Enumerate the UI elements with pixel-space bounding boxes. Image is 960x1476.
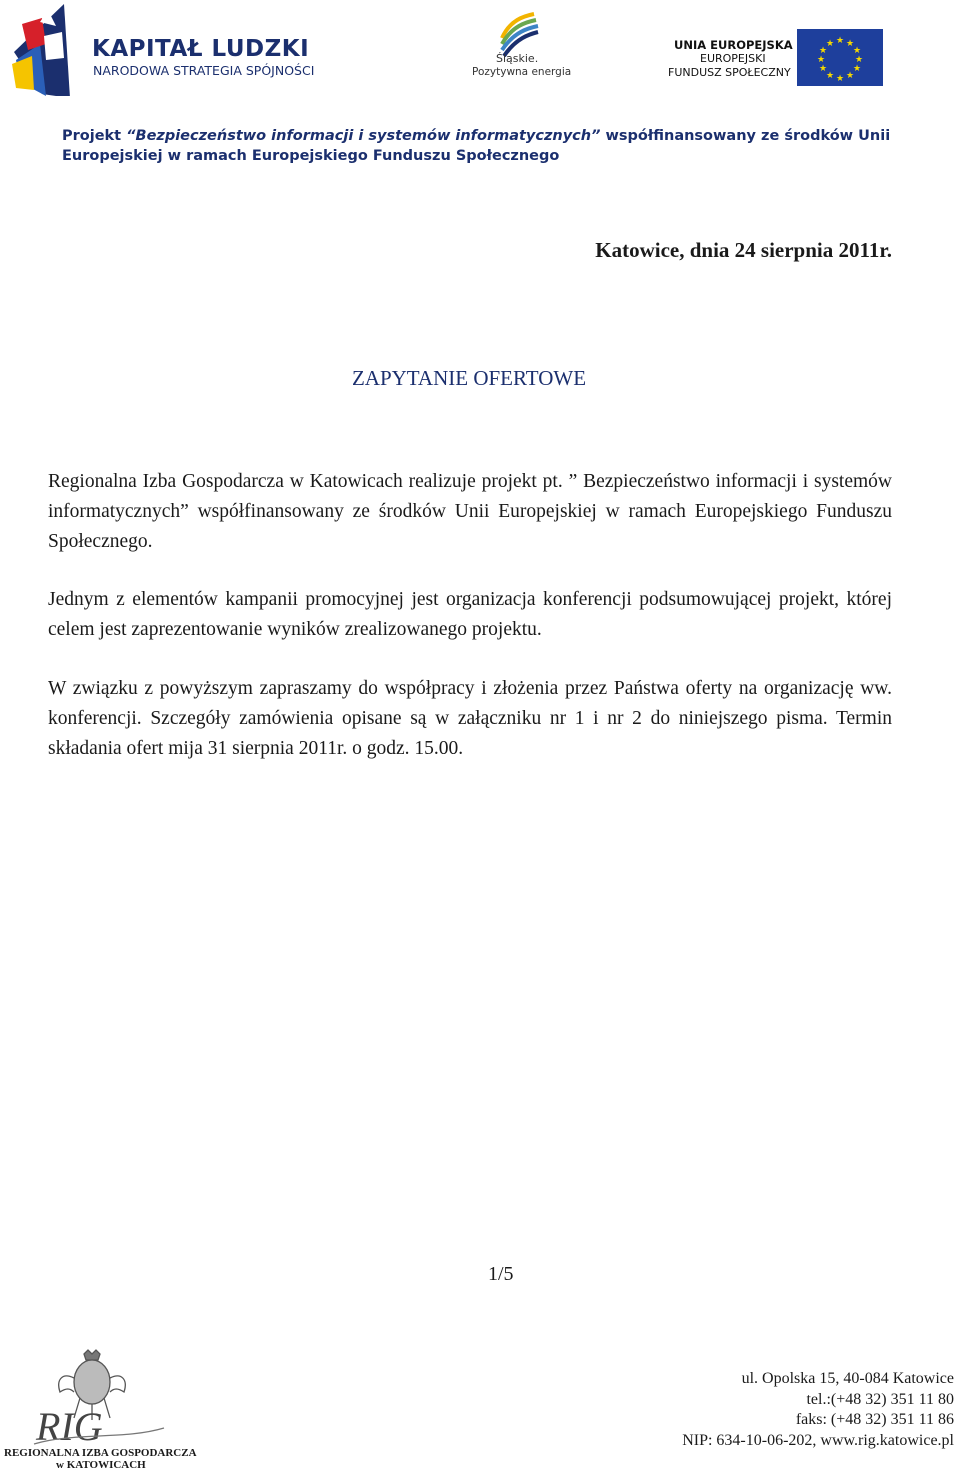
footer-nip: NIP: 634-10-06-202, www.rig.katowice.pl xyxy=(682,1431,954,1449)
svg-text:★: ★ xyxy=(835,36,845,46)
eu-line-1: UNIA EUROPEJSKA xyxy=(674,38,793,52)
paragraph-3: W związku z powyższym zapraszamy do współpracy i złożenia przez Państwa oferty na organizację ww. konferencji. Szczegóły zamówienia opisane są w załączniku nr 1 i nr 2 do niniejszego pisma. Termin składania ofert mija 31 sierpnia 2011r. o godz. 15.00. xyxy=(48,678,892,759)
svg-text:★: ★ xyxy=(852,46,862,56)
slaskie-tagline: Pozytywna energia xyxy=(472,66,572,78)
project-title: “Bezpieczeństwo informacji i systemów informatycznych” xyxy=(126,128,601,144)
svg-text:★: ★ xyxy=(835,74,845,84)
kapital-ludzki-title: KAPITAŁ LUDZKI xyxy=(92,36,310,62)
svg-text:★: ★ xyxy=(825,71,835,81)
paragraph-1: Regionalna Izba Gospodarcza w Katowicach realizuje projekt pt. ” Bezpieczeństwo informacji i systemów informatycznych” współfinansowany ze środków Unii Europejskiej w ramach Europejskiego Funduszu Społecznego. xyxy=(48,471,892,552)
document-date: Katowice, dnia 24 sierpnia 2011r. xyxy=(595,238,892,262)
kapital-ludzki-subtitle: NARODOWA STRATEGIA SPÓJNOŚCI xyxy=(93,63,315,78)
eu-line-3: FUNDUSZ SPOŁECZNY xyxy=(668,66,791,79)
svg-text:★: ★ xyxy=(818,46,828,56)
svg-text:★: ★ xyxy=(818,64,828,74)
footer-address-block xyxy=(682,1369,954,1451)
project-suffix: współfinansowany ze środków Unii Europejskiej w ramach Europejskiego Funduszu Społecznego xyxy=(62,128,891,164)
svg-text:★: ★ xyxy=(845,39,855,49)
footer-phone: tel.:(+48 32) 351 11 80 xyxy=(806,1390,954,1408)
paragraph-2: Jednym z elementów kampanii promocyjnej jest organizacja konferencji podsumowującej projekt, której celem jest zaprezentowanie wyników zrealizowanego projektu. xyxy=(48,589,892,640)
footer-address: ul. Opolska 15, 40-084 Katowice xyxy=(741,1370,954,1387)
svg-text:★: ★ xyxy=(845,71,855,81)
slaskie-name: Śląskie. xyxy=(496,52,539,65)
document-title: ZAPYTANIE OFERTOWE xyxy=(351,366,587,390)
page-number: 1/5 xyxy=(488,1263,514,1285)
project-header xyxy=(62,126,942,166)
svg-text:★: ★ xyxy=(852,64,862,74)
rig-name-line-1: REGIONALNA IZBA GOSPODARCZA xyxy=(4,1447,197,1459)
svg-text:★: ★ xyxy=(825,39,835,49)
svg-text:★: ★ xyxy=(816,55,826,65)
eu-flag-icon xyxy=(797,29,883,86)
rig-name-line-2: w KATOWICACH xyxy=(56,1459,146,1471)
project-prefix: Projekt xyxy=(62,128,127,144)
footer-fax: faks: (+48 32) 351 11 86 xyxy=(795,1411,954,1428)
svg-text:★: ★ xyxy=(854,55,864,65)
rig-monogram: RIG xyxy=(36,1404,103,1449)
eu-line-2: EUROPEJSKI xyxy=(700,52,766,65)
